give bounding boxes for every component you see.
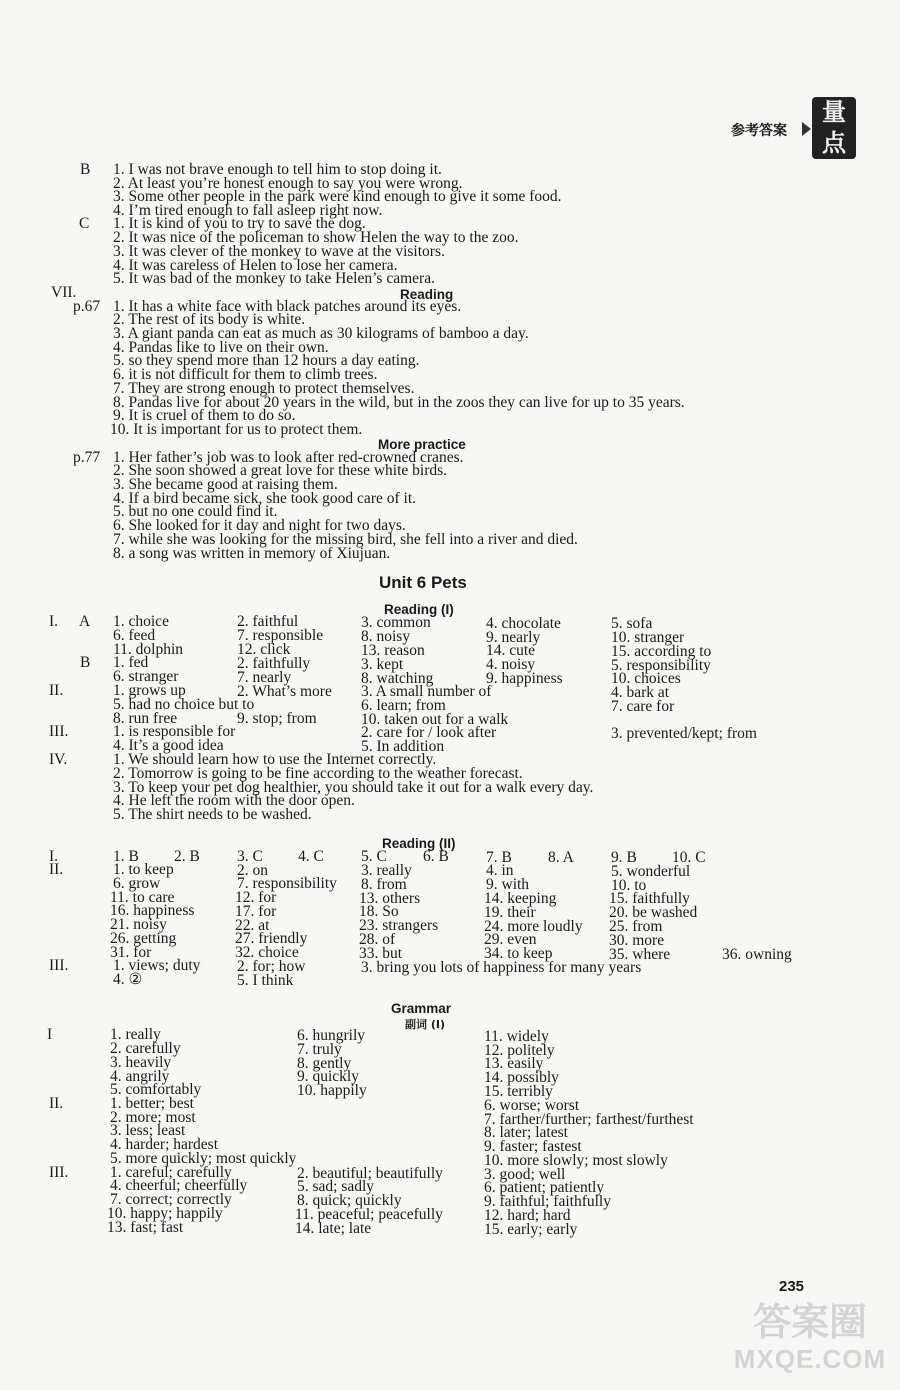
answer-line: 14. possibly [484, 1069, 559, 1086]
answer-line: B [80, 654, 91, 671]
answer-line: 2. At least you’re honest enough to say you were wrong. [113, 175, 463, 192]
answer-line: 1. fed [113, 654, 149, 671]
answer-line: 6. hungrily [297, 1027, 366, 1044]
answer-line: 3. A giant panda can eat as much as 30 kilograms of bamboo a day. [113, 325, 529, 342]
answer-line: 6. feed [113, 627, 156, 644]
section-heading: 副词 (I) [405, 1018, 445, 1031]
answer-line: 1. really [110, 1026, 161, 1043]
answer-line: 2. faithful [237, 613, 299, 630]
answer-line: 3. common [361, 614, 431, 631]
answer-line: 4. cheerful; cheerfully [110, 1177, 248, 1194]
answer-line: 7. responsible [237, 627, 324, 644]
answer-line: 5. sofa [611, 615, 653, 632]
answer-line: 2. The rest of its body is white. [113, 311, 306, 328]
answer-line: 7. B [486, 849, 512, 866]
answer-line: 4. harder; hardest [110, 1136, 219, 1153]
answer-line: 36. owning [722, 946, 792, 963]
answer-line: 10. more slowly; most slowly [484, 1152, 668, 1169]
answer-line: 5. so they spend more than 12 hours a day eating. [113, 352, 420, 369]
answer-line: I. [49, 848, 59, 865]
answer-line: 21. noisy [110, 916, 167, 933]
answer-line: 1. careful; carefully [110, 1164, 232, 1181]
answer-line: 1. views; duty [113, 957, 201, 974]
answer-line: 32. choice [235, 944, 299, 961]
answer-line: 10. C [672, 849, 706, 866]
answer-line: 26. getting [110, 930, 177, 947]
answer-line: 9. stop; from [237, 710, 317, 727]
answer-line: 27. friendly [235, 930, 308, 947]
answer-line: 6. it is not difficult for them to climb trees. [113, 366, 378, 383]
header-label: 参考答案 [731, 123, 787, 139]
answer-line: 6. stranger [113, 668, 179, 685]
answer-line: 2. beautiful; beautifully [297, 1165, 443, 1182]
answer-line: 5. more quickly; most quickly [110, 1150, 297, 1167]
answer-line: 5. had no choice but to [113, 696, 255, 713]
answer-line: 8. later; latest [484, 1124, 568, 1141]
answer-line: VII. [51, 284, 77, 301]
answer-line: 2. care for / look after [361, 724, 497, 741]
answer-line: 2. What’s more [237, 683, 332, 700]
answer-line: 2. more; most [110, 1109, 196, 1126]
answer-line: 4. It was careless of Helen to lose her camera. [113, 257, 398, 274]
answer-line: 7. truly [297, 1041, 342, 1058]
answer-line: 25. from [609, 918, 663, 935]
answer-line: 14. keeping [484, 890, 557, 907]
answer-line: 31. for [110, 944, 152, 961]
answer-line: 2. Tomorrow is going to be fine according to the weather forecast. [113, 765, 523, 782]
answer-line: 5. sad; sadly [297, 1178, 375, 1195]
answer-line: III. [49, 957, 69, 974]
answer-line: 5. comfortably [110, 1081, 202, 1098]
answer-line: 10. to [611, 877, 647, 894]
answer-line: 3. A small number of [361, 683, 492, 700]
answer-line: 12. for [235, 889, 277, 906]
answer-line: 8. noisy [361, 628, 411, 645]
answer-line: 3. kept [361, 656, 404, 673]
answer-line: 11. widely [484, 1028, 549, 1045]
answer-line: 7. nearly [237, 669, 292, 686]
answer-line: 22. at [235, 917, 270, 934]
answer-line: C [79, 215, 90, 232]
answer-line: 20. be washed [609, 904, 698, 921]
answer-line: 1. better; best [110, 1095, 194, 1112]
answer-line: 4. chocolate [486, 615, 561, 632]
answer-line: 8. Pandas live for about 20 years in the wild, but in the zoos they can live for up to 35 years. [113, 394, 685, 411]
answer-line: 10. happy; happily [107, 1205, 223, 1222]
answer-line: 2. It was nice of the policeman to show Helen the way to the zoo. [113, 229, 519, 246]
answer-line: 13. easily [484, 1055, 544, 1072]
answer-line: 6. B [423, 848, 449, 865]
answer-line: 11. peaceful; peacefully [295, 1206, 443, 1223]
answer-line: 5. In addition [361, 738, 445, 755]
answer-line: 15. terribly [484, 1083, 553, 1100]
answer-line: 8. watching [361, 670, 434, 687]
answer-line: 14. late; late [295, 1220, 372, 1237]
answer-line: 8. A [548, 849, 574, 866]
answer-line: 4. in [486, 862, 514, 879]
answer-line: II. [49, 682, 64, 699]
answer-line: 5. It was bad of the monkey to take Helen’s camera. [113, 270, 435, 287]
answer-line: 16. happiness [110, 902, 195, 919]
answer-line: 9. happiness [486, 670, 563, 687]
answer-line: 3. heavily [110, 1054, 172, 1071]
answer-line: 4. I’m tired enough to fall asleep right now. [113, 202, 383, 219]
answer-line: 3. good; well [484, 1166, 566, 1183]
answer-line: 34. to keep [484, 945, 553, 962]
answer-line: A [79, 613, 91, 630]
answer-line: 1. It has a white face with black patches around its eyes. [113, 298, 462, 315]
answer-line: I [47, 1026, 53, 1043]
answer-line: 5. I think [237, 972, 294, 989]
answer-line: 4. noisy [486, 656, 536, 673]
logo-char-bottom: 点 [822, 129, 846, 157]
answer-line: 7. responsibility [237, 875, 337, 892]
answer-line: 1. is responsible for [113, 723, 236, 740]
answer-line: 10. choices [611, 670, 681, 687]
answer-line: 7. farther/further; farthest/furthest [484, 1111, 694, 1128]
answer-line: 9. faithful; faithfully [484, 1193, 611, 1210]
answer-line: III. [49, 723, 69, 740]
answer-line: 10. happily [297, 1082, 367, 1099]
answer-line: 3. prevented/kept; from [611, 725, 757, 742]
answer-line: 4. It’s a good idea [113, 737, 224, 754]
answer-line: 1. choice [113, 613, 169, 630]
answer-line: 9. with [486, 876, 530, 893]
answer-line: III. [49, 1164, 69, 1181]
answer-line: 14. cute [486, 642, 536, 659]
answer-line: 30. more [609, 932, 665, 949]
answer-line: 3. less; least [110, 1122, 186, 1139]
answer-line: 1. I was not brave enough to tell him to stop doing it. [113, 161, 442, 178]
answer-line: 2. carefully [110, 1040, 181, 1057]
logo-char-top: 量 [822, 98, 846, 126]
answer-line: 4. ② [113, 971, 143, 988]
answer-line: 4. If a bird became sick, she took good care of it. [113, 490, 417, 507]
answer-line: 13. others [359, 890, 421, 907]
answer-line: 3. She became good at raising them. [113, 476, 338, 493]
answer-line: 8. gently [297, 1055, 352, 1072]
answer-line: 23. strangers [359, 917, 439, 934]
answer-line: 5. C [361, 848, 387, 865]
answer-line: 2. for; how [237, 958, 306, 975]
answer-line: 9. B [611, 849, 637, 866]
answer-line: 4. C [298, 848, 324, 865]
answer-line: 12. hard; hard [484, 1207, 571, 1224]
answer-line: 6. patient; patiently [484, 1179, 605, 1196]
answer-line: 8. run free [113, 710, 178, 727]
answer-line: 4. Pandas like to live on their own. [113, 339, 329, 356]
answer-line: 15. early; early [484, 1221, 578, 1238]
answer-line: 1. B [113, 848, 139, 865]
answer-line: I. [49, 613, 59, 630]
answer-line: 5. wonderful [611, 863, 691, 880]
answer-line: 5. responsibility [611, 657, 711, 674]
answer-line: 35. where [609, 946, 671, 963]
answer-line: 15. according to [611, 643, 712, 660]
answer-line: 6. grow [113, 875, 161, 892]
answer-line: 19. their [484, 904, 536, 921]
answer-line: 1. grows up [113, 682, 186, 699]
answer-line: 3. bring you lots of happiness for many years [361, 959, 642, 976]
answer-line: 2. B [174, 848, 200, 865]
answer-line: 24. more loudly [484, 918, 583, 935]
answer-line: 5. but no one could find it. [113, 503, 278, 520]
answer-line: 3. To keep your pet dog healthier, you should take it out for a walk every day. [113, 779, 594, 796]
answer-line: 9. It is cruel of them to do so. [113, 407, 296, 424]
answer-line: 1. to keep [113, 861, 174, 878]
answer-line: 12. click [237, 641, 291, 658]
watermark-title: 答案圈 [752, 1300, 867, 1344]
answer-line: IV. [49, 751, 68, 768]
answer-line: 1. Her father’s job was to look after red-crowned cranes. [113, 449, 464, 466]
answer-line: 2. on [237, 862, 268, 879]
section-heading: Reading [400, 287, 454, 302]
section-heading: Reading (II) [382, 836, 456, 851]
answer-line: 4. angrily [110, 1068, 170, 1085]
answer-line: II. [49, 861, 64, 878]
answer-line: 2. faithfully [237, 655, 311, 672]
answer-line: 3. It was clever of the monkey to wave at the visitors. [113, 243, 445, 260]
answer-line: 9. quickly [297, 1068, 359, 1085]
answer-line: 11. to care [110, 889, 175, 906]
answer-line: 8. a song was written in memory of Xiujuan. [113, 545, 391, 562]
answer-line: 8. from [361, 876, 407, 893]
answer-line: 7. while she was looking for the missing bird, she fell into a river and died. [113, 531, 578, 548]
answer-line: 15. faithfully [609, 890, 690, 907]
page-number: 235 [779, 1278, 805, 1295]
watermark-url: MXQE.COM [733, 1344, 887, 1374]
section-heading: Reading (I) [384, 602, 454, 617]
answer-line: 9. nearly [486, 629, 541, 646]
answer-line: 7. They are strong enough to protect themselves. [113, 380, 415, 397]
answer-line: 2. She soon showed a great love for these white birds. [113, 462, 448, 479]
answer-line: 6. worse; worst [484, 1097, 580, 1114]
answer-line: 7. correct; correctly [110, 1191, 232, 1208]
answer-line: 3. really [361, 862, 412, 879]
answer-line: 1. We should learn how to use the Internet correctly. [113, 751, 437, 768]
answer-line: 4. He left the room with the door open. [113, 792, 355, 809]
answer-line: 10. taken out for a walk [361, 711, 509, 728]
answer-line: 5. The shirt needs to be washed. [113, 806, 312, 823]
answer-line: 10. It is important for us to protect them. [110, 421, 363, 438]
section-heading: More practice [378, 437, 466, 452]
answer-line: 11. dolphin [113, 641, 184, 658]
answer-line: 8. quick; quickly [297, 1192, 402, 1209]
section-heading: Unit 6 Pets [379, 573, 467, 592]
answer-line: 1. It is kind of you to try to save the dog. [113, 215, 366, 232]
answer-line: 13. reason [361, 642, 425, 659]
answer-line: 4. bark at [611, 684, 670, 701]
answer-line: 29. even [484, 931, 537, 948]
answer-line: 6. learn; from [361, 697, 446, 714]
brand-logo [812, 97, 856, 159]
answer-line: B [80, 161, 91, 178]
answer-line: 10. stranger [611, 629, 685, 646]
watermark [725, 1300, 895, 1374]
answer-line: 3. C [237, 848, 263, 865]
answer-line: 6. She looked for it day and night for two days. [113, 517, 406, 534]
answer-line: 17. for [235, 903, 277, 920]
answer-line: 12. politely [484, 1042, 555, 1059]
answer-line: p.77 [73, 449, 101, 466]
answer-line: 28. of [359, 931, 396, 948]
answer-line: 9. faster; fastest [484, 1138, 582, 1155]
answer-line: 18. So [359, 903, 399, 920]
answer-line: 7. care for [611, 698, 675, 715]
section-heading: Grammar [391, 1001, 452, 1016]
answer-line: 3. Some other people in the park were kind enough to give it some food. [113, 188, 562, 205]
answer-line: 13. fast; fast [107, 1219, 184, 1236]
answer-line: p.67 [73, 298, 101, 315]
triangle-icon [802, 122, 811, 136]
answer-line: II. [49, 1095, 64, 1112]
answer-line: 33. but [359, 945, 403, 962]
